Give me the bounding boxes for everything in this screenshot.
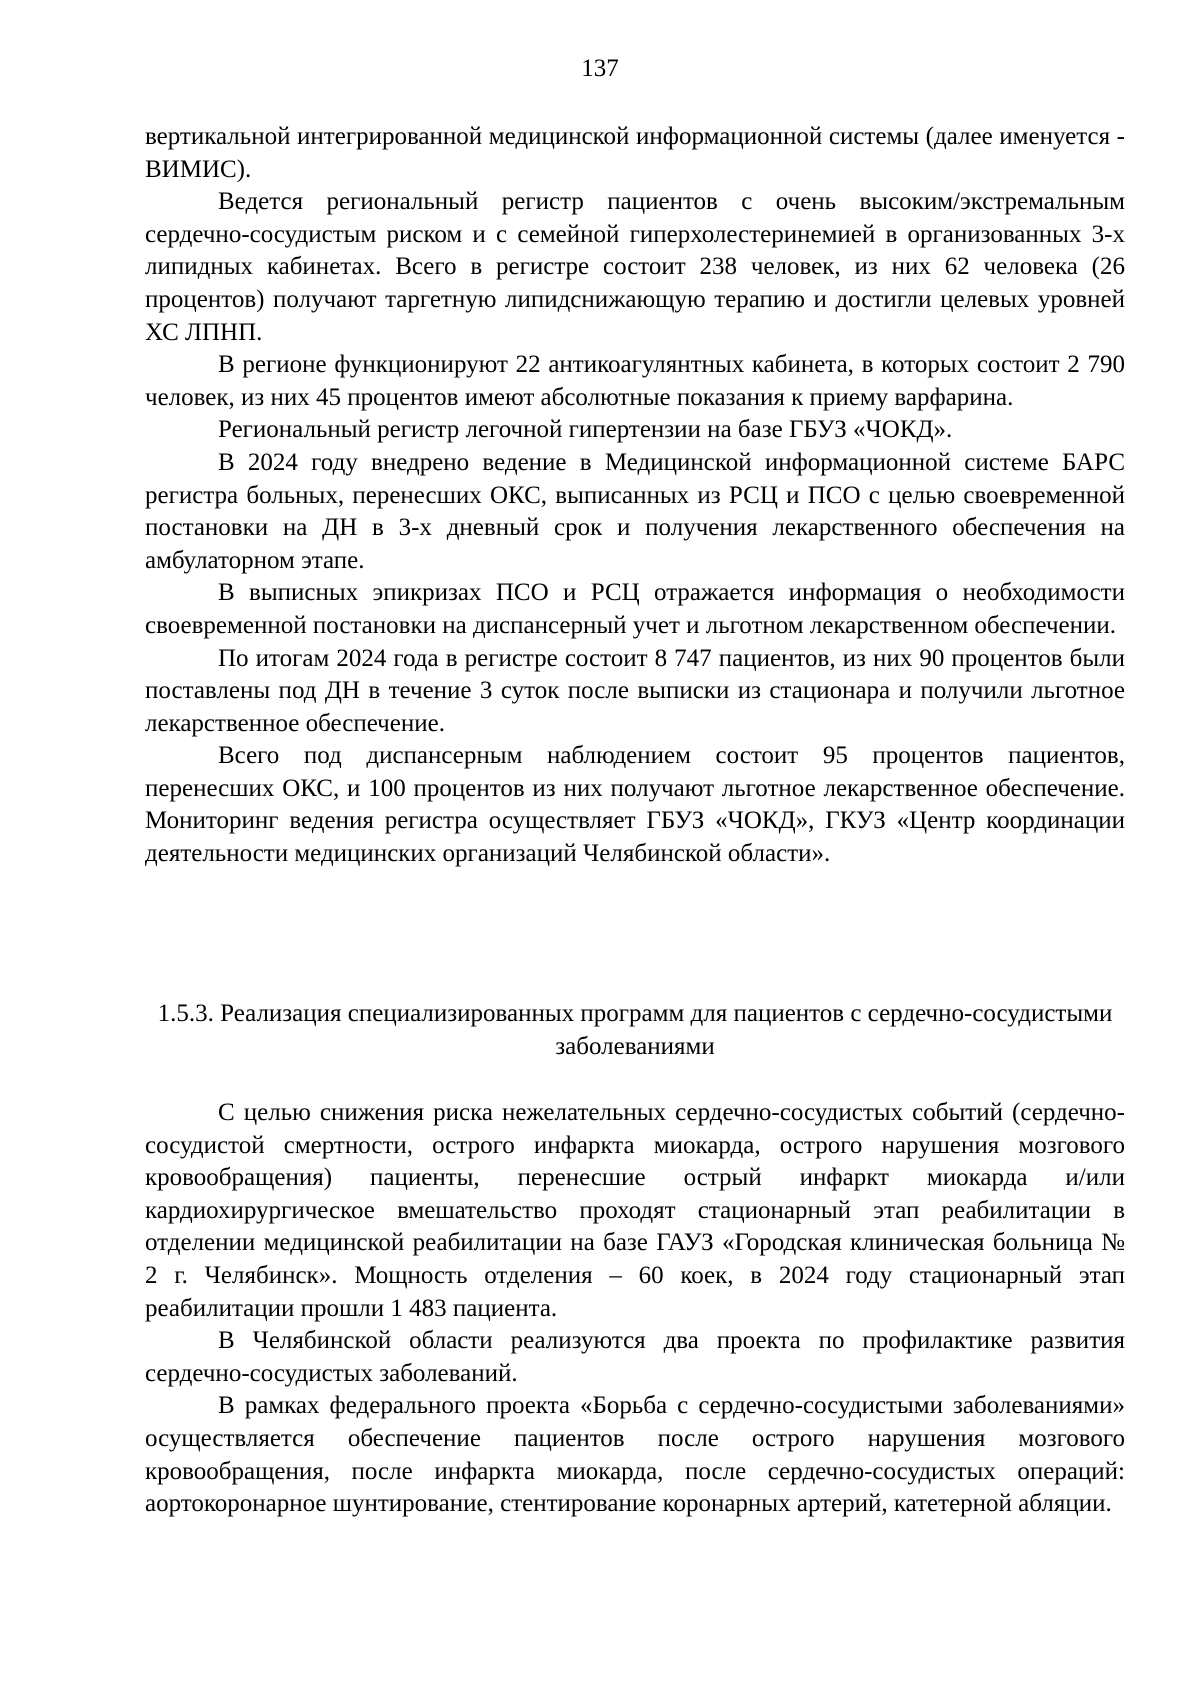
text-block-programs (145, 1097, 1125, 1521)
paragraph-pulmonary-hypertension: Региональный регистр легочной гипертензии на базе ГБУЗ «ЧОКД». (218, 416, 953, 444)
paragraph-anticoagulant-cabinets: В регионе функционируют 22 антикоагулянтных кабинета, в которых состоит 2 790 человек, из них 45 процентов имеют абсолютные показания к приему варфарина. (145, 351, 1125, 411)
paragraph-rehabilitation: С целью снижения риска нежелательных сердечно-сосудистых событий (сердечно-сосудистой смертности, острого инфаркта миокарда, острого нарушения мозгового кровообращения) пациенты, перенесшие острый инфаркт миокарда и/или кардиохирургическое вмешательство проходят стационарный этап реабилитации в отделении медицинской реабилитации на базе ГАУЗ «Городская клиническая больница № 2 г. Челябинск». Мощность отделения – 60 коек, в 2024 году стационарный этап реабилитации прошли 1 483 пациента. (145, 1099, 1125, 1322)
text-block-registries (145, 121, 1125, 871)
page-number: 137 (581, 55, 619, 82)
section-heading: 1.5.3. Реализация специализированных программ для пациентов с сердечно-сосудистыми заболеваниями (157, 1000, 1113, 1060)
paragraph-bars-register: В 2024 году внедрено ведение в Медицинской информационной системе БАРС регистра больных, перенесших ОКС, выписанных из РСЦ и ПСО с целью своевременной постановки на ДН в 3-х дневный срок и получения лекарственного обеспечения на амбулаторном этапе. (145, 448, 1125, 574)
paragraph-vimis-continuation: вертикальной интегрированной медицинской информационной системы (далее именуется - ВИМИС). (145, 123, 1125, 183)
paragraph-two-projects: В Челябинской области реализуются два проекта по профилактике развития сердечно-сосудистых заболеваний. (145, 1327, 1125, 1387)
paragraph-dispensary-observation: Всего под диспансерным наблюдением состоит 95 процентов пациентов, перенесших ОКС, и 100 процентов из них получают льготное лекарственное обеспечение. Мониторинг ведения регистра осуществляет ГБУЗ «ЧОКД», ГКУЗ «Центр координации деятельности медицинских организаций Челябинской области». (145, 742, 1125, 868)
paragraph-discharge-summaries: В выписных эпикризах ПСО и РСЦ отражается информация о необходимости своевременной постановки на диспансерный учет и льготном лекарственном обеспечении. (145, 579, 1125, 639)
paragraph-2024-results: По итогам 2024 года в регистре состоит 8 747 пациентов, из них 90 процентов были поставлены под ДН в течение 3 суток после выписки из стационара и получили льготное лекарственное обеспечение. (145, 644, 1125, 737)
paragraph-lipid-register: Ведется региональный регистр пациентов с очень высоким/экстремальным сердечно-сосудистым риском и с семейной гиперхолестеринемией в организованных 3-х липидных кабинетах. Всего в регистре состоит 238 человек, из них 62 человека (26 процентов) получают таргетную липидснижающую терапию и достигли целевых уровней ХС ЛПНП. (145, 188, 1125, 346)
paragraph-federal-project: В рамках федерального проекта «Борьба с сердечно-сосудистыми заболеваниями» осуществляется обеспечение пациентов после острого нарушения мозгового кровообращения, после инфаркта миокарда, после сердечно-сосудистых операций: аортокоронарное шунтирование, стентирование коронарных артерий, катетерной абляции. (145, 1392, 1125, 1518)
